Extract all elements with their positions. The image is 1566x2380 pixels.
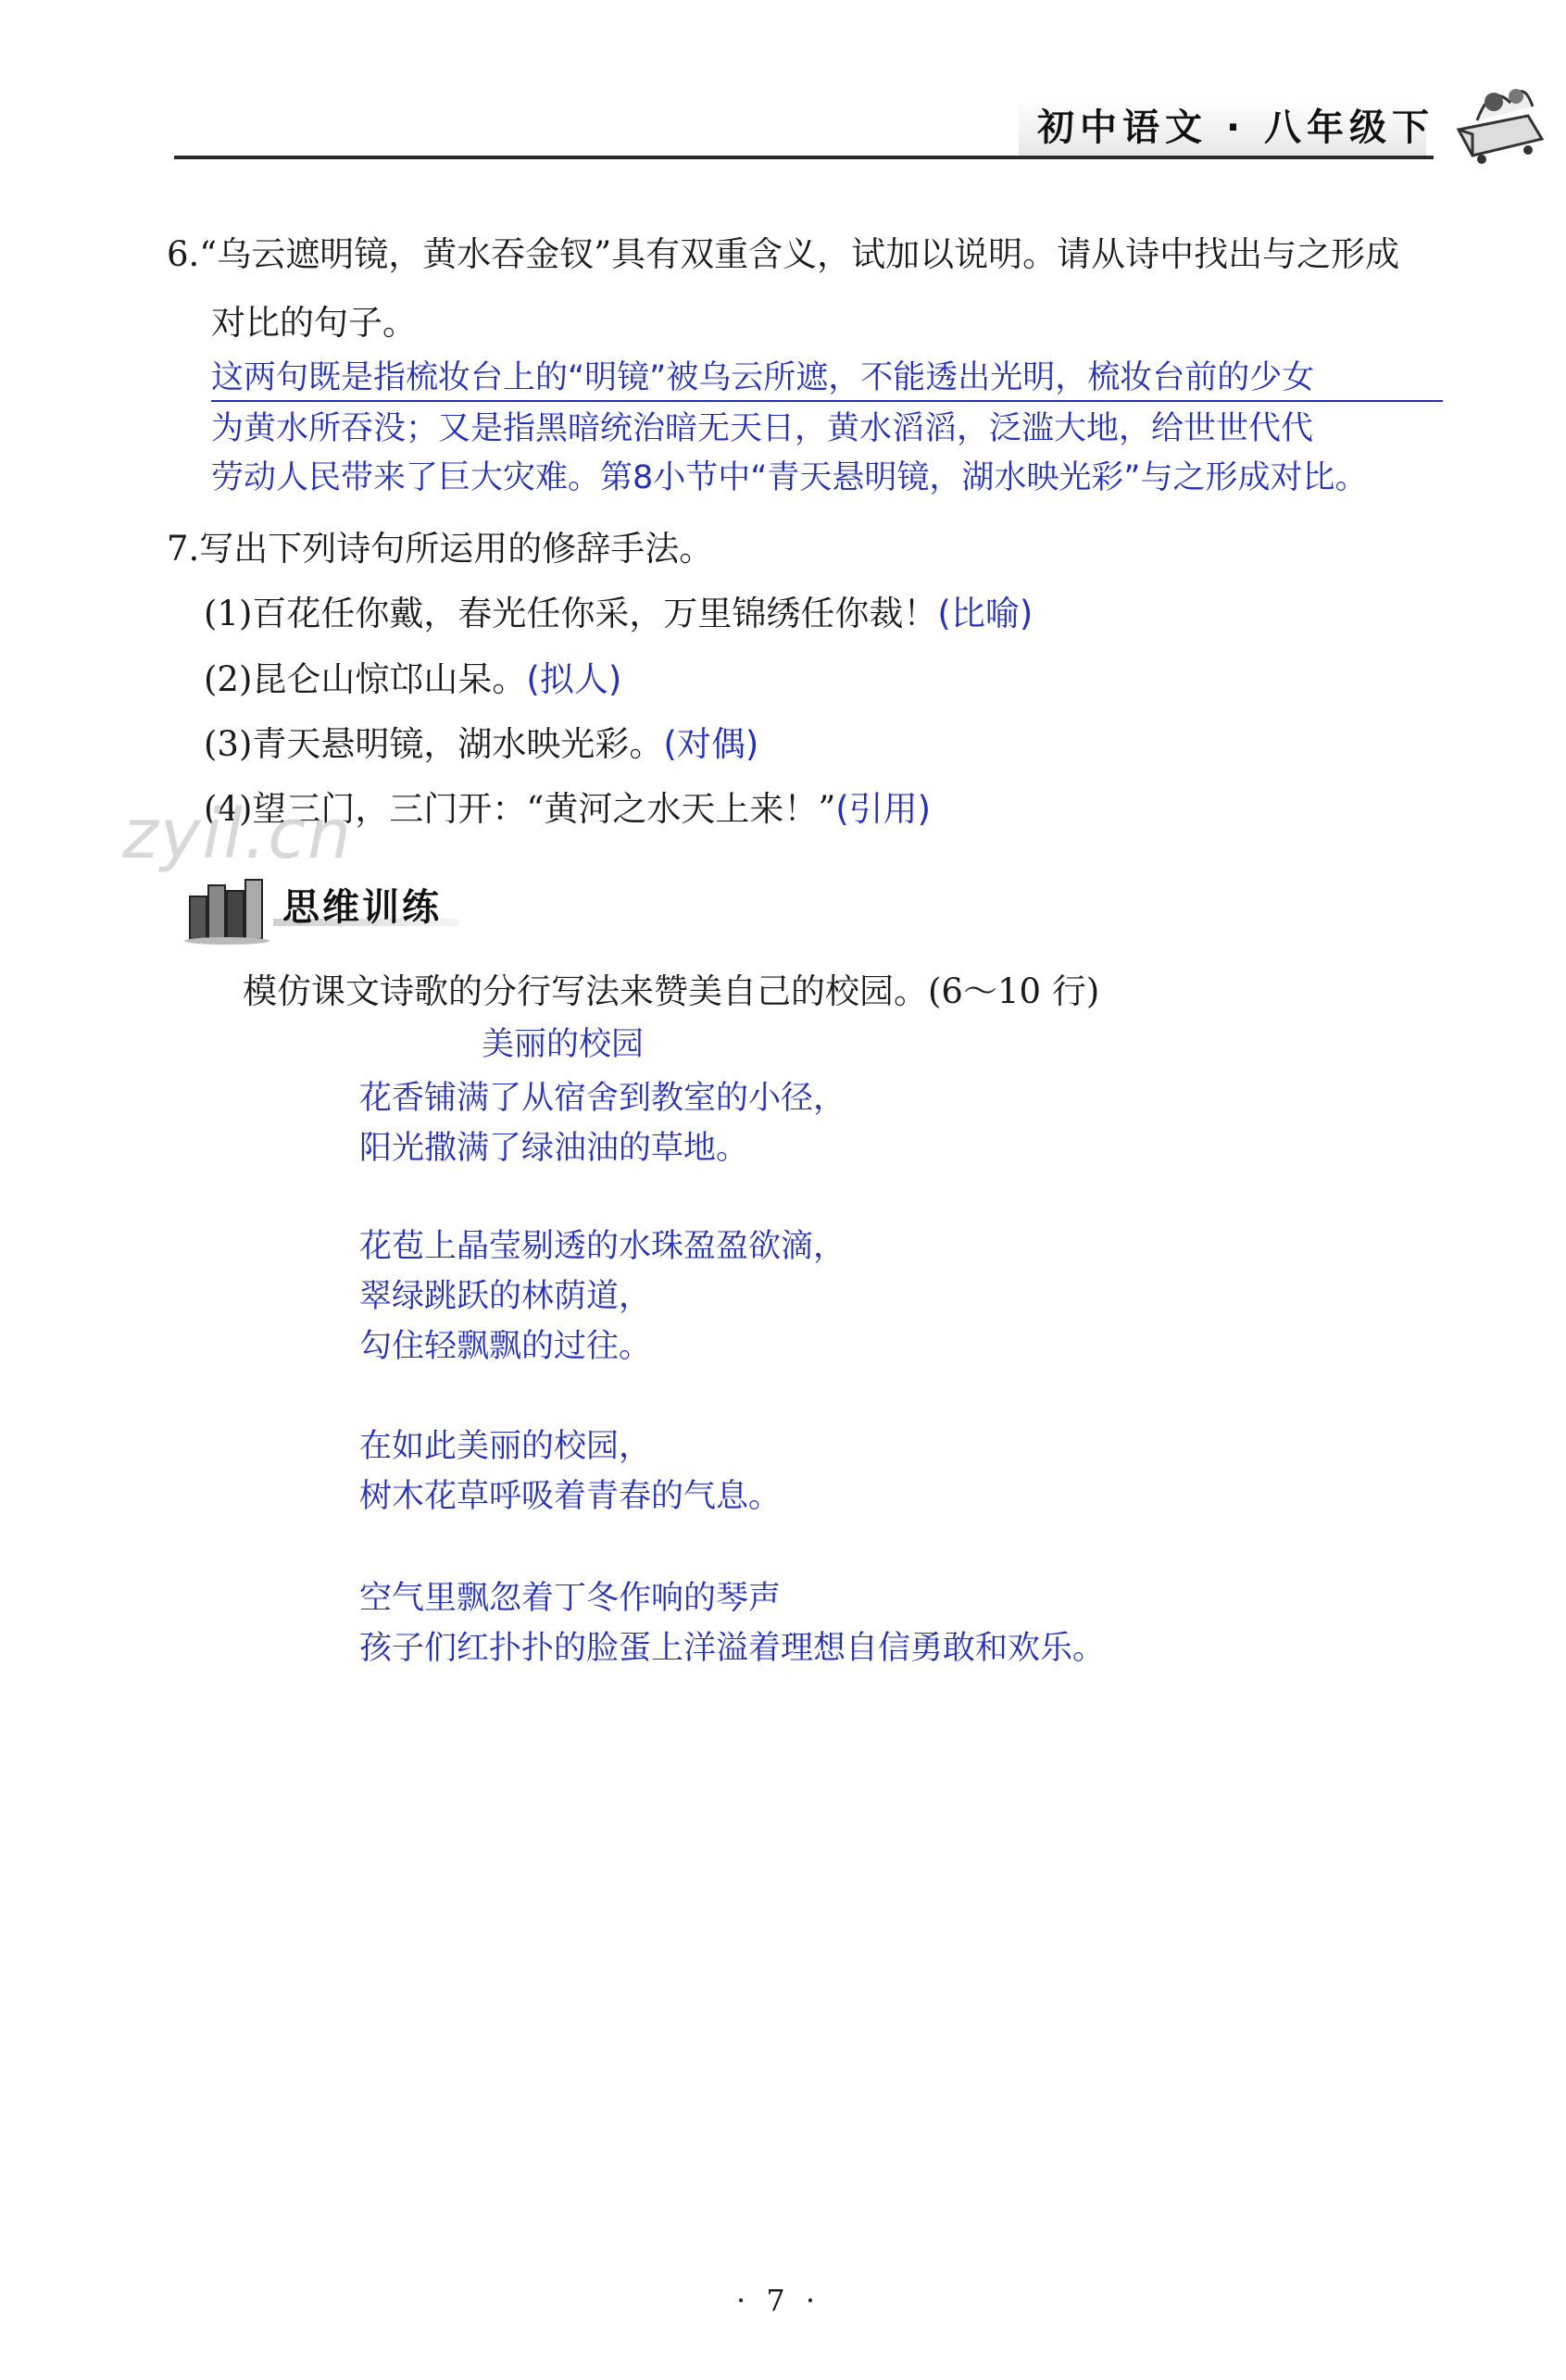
q7-item-answer: (拟人) (526, 659, 622, 699)
poem-line: 孩子们红扑扑的脸蛋上洋溢着理想自信勇敢和欢乐。 (359, 1630, 1106, 1667)
task-prompt: 模仿课文诗歌的分行写法来赞美自己的校园。(6～10 行) (243, 971, 1100, 1011)
q7-item-answer: (对偶) (663, 724, 759, 764)
watermark: zyil.cn (122, 795, 353, 874)
books-icon (181, 869, 273, 945)
poem-line: 勾住轻飘飘的过往。 (359, 1328, 652, 1365)
poem-line: 空气里飘忽着丁冬作响的琴声 (359, 1580, 782, 1617)
answer-underline (211, 400, 1443, 402)
header-title: 初中语文 · 八年级下 (1037, 106, 1435, 149)
q7-item-answer: (引用) (835, 789, 932, 829)
poem-line: 翠绿跳跃的林荫道， (359, 1278, 652, 1315)
q6-question-line1: 6.“乌云遮明镜，黄水吞金钗”具有双重含义，试加以说明。请从诗中找出与之形成 (167, 234, 1400, 274)
poem-line: 阳光撒满了绿油油的草地。 (359, 1130, 749, 1167)
q7-item-2 (204, 651, 621, 701)
q7-item-text: (3)青天悬明镜，湖水映光彩。 (204, 724, 664, 764)
q6-answer-line2: 为黄水所吞没；又是指黑暗统治暗无天日，黄水滔滔，泛滥大地，给世世代代 (211, 410, 1314, 447)
poem-line: 在如此美丽的校园， (359, 1428, 652, 1465)
poem-line: 花苞上晶莹剔透的水珠盈盈欲滴， (359, 1228, 846, 1265)
q7-question: 7.写出下列诗句所运用的修辞手法。 (167, 529, 714, 569)
q7-item-1 (204, 585, 1033, 635)
page-number: · 7 · (736, 2283, 821, 2318)
book-cart-illustration-icon (1440, 65, 1551, 167)
poem-line: 花香铺满了从宿舍到教室的小径， (359, 1080, 846, 1117)
q6-question-line2: 对比的句子。 (211, 303, 417, 343)
q6-answer-line1: 这两句既是指梳妆台上的“明镜”被乌云所遮，不能透出光明，梳妆台前的少女 (211, 359, 1315, 396)
q6-answer-line3: 劳动人民带来了巨大灾难。第8小节中“青天悬明镜，湖水映光彩”与之形成对比。 (211, 459, 1368, 496)
q7-item-text: (1)百花任你戴，春光任你采，万里锦绣任你裁！ (204, 594, 938, 633)
poem-line: 树木花草呼吸着青春的气息。 (359, 1478, 782, 1515)
q7-item-3 (204, 716, 758, 766)
poem-title: 美丽的校园 (482, 1026, 645, 1063)
header-divider (174, 156, 1434, 159)
q7-item-answer: (比喻) (937, 594, 1034, 633)
q7-item-text: (4)望三门，三门开：“黄河之水天上来！” (204, 789, 836, 829)
section-title: 思维训练 (282, 886, 442, 929)
q7-item-text: (2)昆仑山惊邙山呆。 (204, 659, 527, 699)
